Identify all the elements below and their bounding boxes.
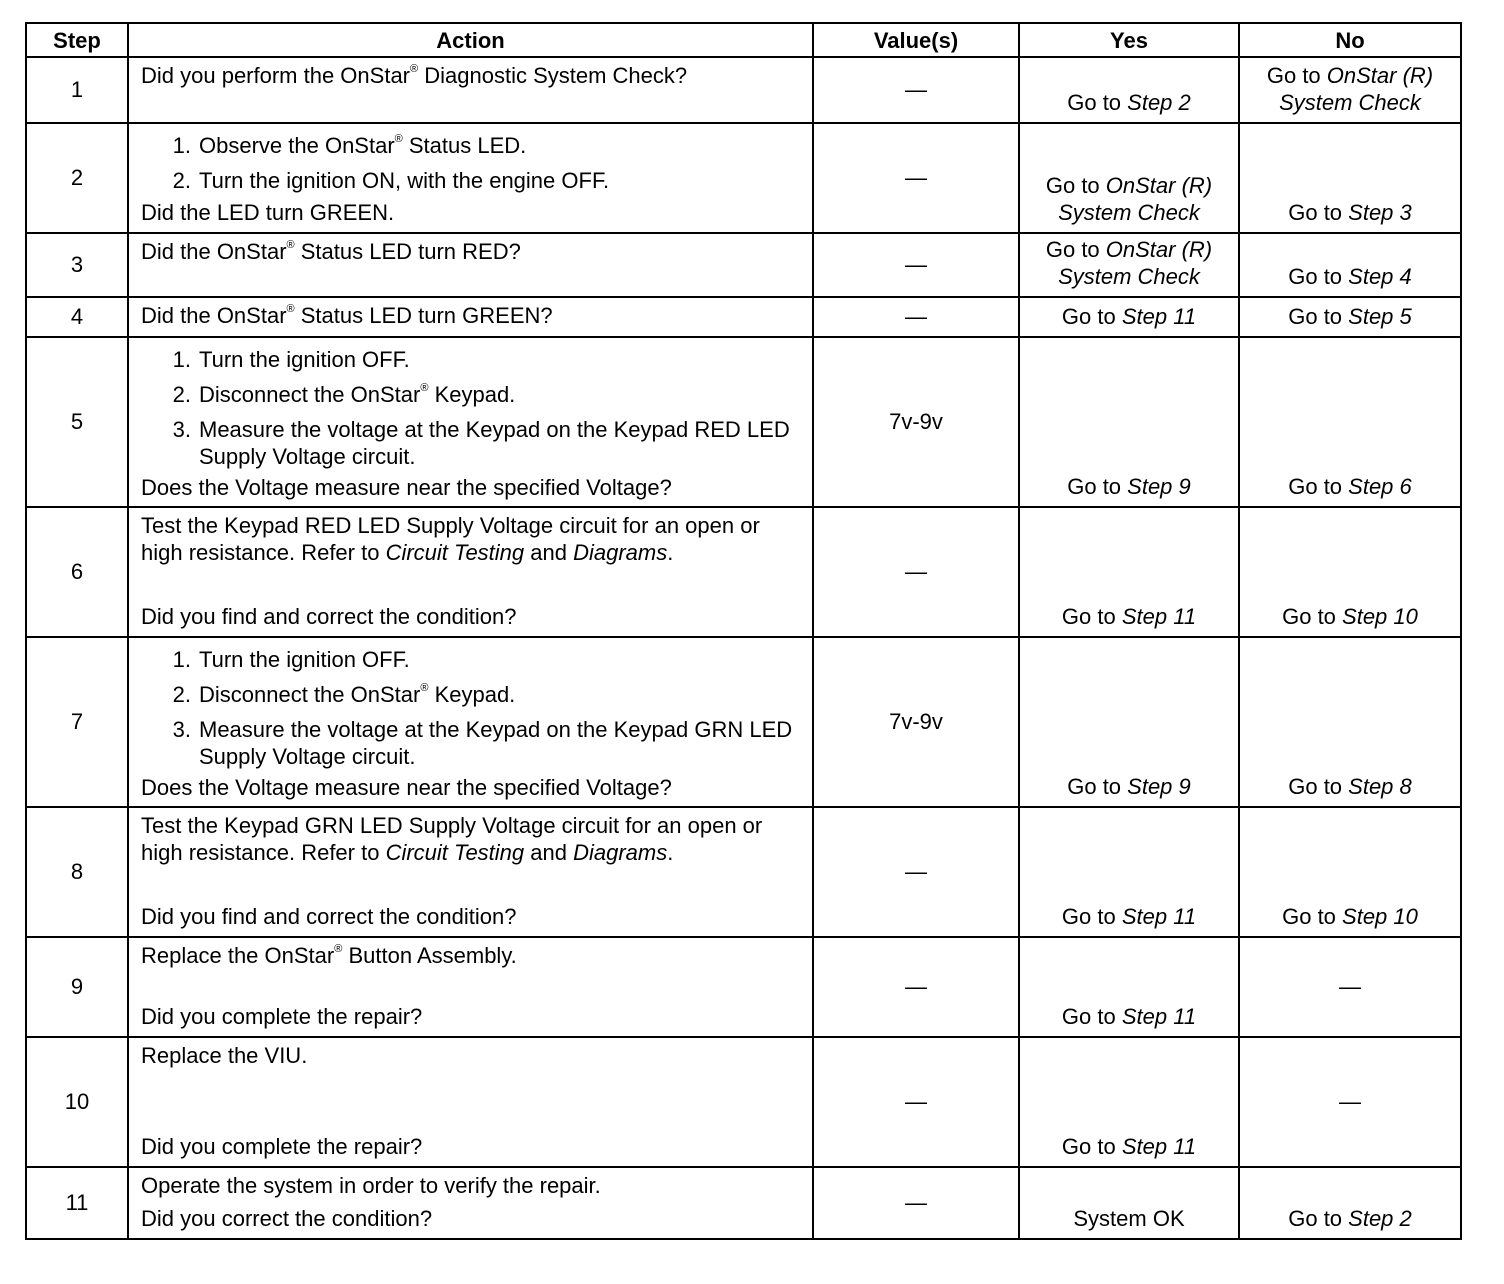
registered-mark: ® xyxy=(420,382,429,394)
value-text: — xyxy=(905,164,927,190)
step-label: 4 xyxy=(70,303,84,329)
no-line[interactable] xyxy=(1288,303,1412,330)
list-text xyxy=(199,716,800,770)
no-line[interactable] xyxy=(1282,603,1418,630)
step-number xyxy=(25,1166,127,1240)
step-label: 9 xyxy=(70,973,84,999)
yes-line[interactable] xyxy=(1062,603,1196,630)
action-list-item xyxy=(141,642,800,677)
registered-mark: ® xyxy=(286,239,295,251)
action-instructions xyxy=(141,1172,800,1199)
text-segment: Go to xyxy=(1067,774,1128,799)
action-question: Did you find and correct the condition? xyxy=(141,604,517,629)
list-text xyxy=(199,381,800,408)
text-segment: Did the OnStar xyxy=(141,303,287,328)
action-list-item xyxy=(141,377,800,412)
list-number: 1. xyxy=(172,133,191,158)
italic-reference: System Check xyxy=(1058,200,1200,225)
value-cell xyxy=(812,806,1018,936)
no-cell xyxy=(1238,232,1462,296)
list-text xyxy=(199,346,800,373)
step-number xyxy=(25,506,127,636)
text-segment: Go to xyxy=(1045,173,1106,198)
list-text xyxy=(199,132,800,159)
yes-cell xyxy=(1018,506,1238,636)
action-instructions xyxy=(141,238,800,265)
text-segment: . xyxy=(667,540,674,565)
step-label: 5 xyxy=(70,408,84,434)
text-segment: Disconnect the OnStar xyxy=(199,682,421,707)
value-text: — xyxy=(905,303,927,329)
step-label: 3 xyxy=(70,251,84,277)
action-instructions xyxy=(141,342,800,474)
list-number: 1. xyxy=(172,647,191,672)
no-line[interactable] xyxy=(1288,473,1412,500)
header-label: Action xyxy=(436,27,505,53)
action-question: Did you correct the condition? xyxy=(141,1206,433,1231)
value-text: — xyxy=(905,858,927,884)
yes-cell xyxy=(1018,122,1238,232)
value-cell xyxy=(812,296,1018,336)
yes-line[interactable] xyxy=(1067,773,1191,800)
yes-cell xyxy=(1018,1166,1238,1240)
step-number xyxy=(25,56,127,122)
text-segment: Operate the system in order to verify the repair. xyxy=(141,1173,601,1198)
text-segment: Go to xyxy=(1288,304,1349,329)
action-cell xyxy=(127,936,812,1036)
list-number: 2. xyxy=(172,682,191,707)
italic-reference: Step 2 xyxy=(1348,1206,1412,1231)
italic-reference: Step 9 xyxy=(1127,774,1191,799)
yes-cell xyxy=(1018,56,1238,122)
italic-reference: Diagrams xyxy=(573,540,668,565)
text-segment: Test the Keypad GRN LED Supply Voltage circuit for an open or high resistance. Refer to xyxy=(141,813,763,865)
action-paragraph xyxy=(141,302,800,329)
text-segment: Did you perform the OnStar xyxy=(141,63,411,88)
step-label: 8 xyxy=(70,858,84,884)
action-question: Does the Voltage measure near the specified Voltage? xyxy=(141,475,672,500)
italic-reference: Step 10 xyxy=(1342,604,1418,629)
step-label: 6 xyxy=(70,558,84,584)
action-cell xyxy=(127,296,812,336)
no-line[interactable] xyxy=(1267,62,1433,89)
no-line[interactable] xyxy=(1279,89,1421,116)
italic-reference: Step 11 xyxy=(1121,1004,1197,1029)
action-instructions xyxy=(141,302,800,329)
yes-line[interactable] xyxy=(1062,1003,1196,1030)
italic-reference: Step 11 xyxy=(1121,604,1197,629)
no-cell xyxy=(1238,806,1462,936)
value-cell xyxy=(812,232,1018,296)
action-instructions xyxy=(141,942,800,969)
registered-mark: ® xyxy=(410,63,419,75)
italic-reference: Step 11 xyxy=(1121,1134,1197,1159)
text-segment: Go to xyxy=(1061,604,1122,629)
registered-mark: ® xyxy=(286,303,295,315)
value-cell xyxy=(812,56,1018,122)
value-cell xyxy=(812,1166,1018,1240)
no-cell xyxy=(1238,506,1462,636)
value-text: 7v-9v xyxy=(889,408,943,434)
yes-line[interactable] xyxy=(1062,903,1196,930)
step-label: 7 xyxy=(70,708,84,734)
yes-cell xyxy=(1018,232,1238,296)
action-question: Did the LED turn GREEN. xyxy=(141,200,395,225)
action-paragraph xyxy=(141,942,800,969)
registered-mark: ® xyxy=(420,682,429,694)
text-segment: Go to xyxy=(1288,264,1349,289)
italic-reference: Diagrams xyxy=(573,840,668,865)
italic-reference: OnStar (R) xyxy=(1326,63,1434,88)
value-cell xyxy=(812,936,1018,1036)
action-question: Did you complete the repair? xyxy=(141,1134,423,1159)
action-list-item xyxy=(141,342,800,377)
action-cell xyxy=(127,1036,812,1166)
no-line[interactable] xyxy=(1288,263,1412,290)
yes-line[interactable] xyxy=(1046,172,1212,199)
list-number: 1. xyxy=(172,347,191,372)
step-number xyxy=(25,296,127,336)
value-cell xyxy=(812,1036,1018,1166)
no-cell xyxy=(1238,122,1462,232)
text-segment: Replace the OnStar xyxy=(141,943,335,968)
text-segment: Status LED turn RED? xyxy=(294,239,521,264)
text-segment: Keypad. xyxy=(428,382,516,407)
text-segment: Go to xyxy=(1288,774,1349,799)
italic-reference: Step 4 xyxy=(1348,264,1412,289)
list-number: 2. xyxy=(172,382,191,407)
header-label: Yes xyxy=(1110,27,1148,53)
no-line[interactable] xyxy=(1288,773,1412,800)
value-text: — xyxy=(905,251,927,277)
text-segment: Button Assembly. xyxy=(342,943,517,968)
list-text xyxy=(199,646,800,673)
italic-reference: Circuit Testing xyxy=(385,840,525,865)
action-cell xyxy=(127,1166,812,1240)
yes-cell xyxy=(1018,936,1238,1036)
list-text xyxy=(199,416,800,470)
no-cell xyxy=(1238,636,1462,806)
list-text xyxy=(199,681,800,708)
action-cell xyxy=(127,636,812,806)
action-cell xyxy=(127,506,812,636)
list-text xyxy=(199,167,800,194)
step-number xyxy=(25,122,127,232)
no-text: — xyxy=(1339,1088,1361,1114)
text-segment: Status LED turn GREEN? xyxy=(294,303,553,328)
text-segment: Go to xyxy=(1266,63,1327,88)
text-segment: and xyxy=(524,540,574,565)
italic-reference: Step 10 xyxy=(1342,904,1418,929)
value-text: — xyxy=(905,76,927,102)
no-text: — xyxy=(1339,973,1361,999)
value-text: — xyxy=(905,973,927,999)
text-segment: Go to xyxy=(1067,90,1128,115)
header-no xyxy=(1238,22,1462,56)
action-instructions xyxy=(141,642,800,774)
step-number xyxy=(25,636,127,806)
no-cell xyxy=(1238,296,1462,336)
text-segment: Go to xyxy=(1067,474,1128,499)
text-segment: Go to xyxy=(1045,237,1106,262)
text-segment: Measure the voltage at the Keypad on the Keypad GRN LED Supply Voltage circuit. xyxy=(199,717,793,769)
header-yes xyxy=(1018,22,1238,56)
no-cell xyxy=(1238,1036,1462,1166)
italic-reference: OnStar (R) xyxy=(1105,173,1213,198)
step-label: 2 xyxy=(70,164,84,190)
text-segment: Go to xyxy=(1282,604,1343,629)
italic-reference: Step 11 xyxy=(1121,904,1197,929)
step-number xyxy=(25,806,127,936)
step-label: 1 xyxy=(70,76,84,102)
list-number: 3. xyxy=(172,417,191,442)
no-line[interactable] xyxy=(1288,1205,1412,1232)
value-text: — xyxy=(905,1189,927,1215)
step-number xyxy=(25,936,127,1036)
yes-line[interactable] xyxy=(1062,303,1196,330)
text-segment: Turn the ignition OFF. xyxy=(199,647,410,672)
header-label: Value(s) xyxy=(873,27,959,53)
header-action xyxy=(127,22,812,56)
value-cell xyxy=(812,122,1018,232)
text-segment: Diagnostic System Check? xyxy=(418,63,688,88)
action-paragraph xyxy=(141,812,800,866)
no-line[interactable] xyxy=(1282,903,1418,930)
yes-cell xyxy=(1018,296,1238,336)
yes-line[interactable] xyxy=(1058,263,1200,290)
italic-reference: Step 5 xyxy=(1348,304,1412,329)
value-cell xyxy=(812,636,1018,806)
action-cell xyxy=(127,122,812,232)
step-number xyxy=(25,1036,127,1166)
action-instructions xyxy=(141,1042,800,1069)
step-number xyxy=(25,336,127,506)
value-cell xyxy=(812,336,1018,506)
italic-reference: System Check xyxy=(1058,264,1200,289)
text-segment: Turn the ignition OFF. xyxy=(199,347,410,372)
action-instructions xyxy=(141,62,800,89)
action-list-item xyxy=(141,412,800,474)
yes-cell xyxy=(1018,336,1238,506)
action-question: Did you find and correct the condition? xyxy=(141,904,517,929)
italic-reference: Step 11 xyxy=(1121,304,1197,329)
step-number xyxy=(25,232,127,296)
italic-reference: Step 2 xyxy=(1127,90,1191,115)
value-text: — xyxy=(905,1088,927,1114)
action-cell xyxy=(127,232,812,296)
text-segment: Measure the voltage at the Keypad on the Keypad RED LED Supply Voltage circuit. xyxy=(199,417,790,469)
yes-line[interactable] xyxy=(1073,1205,1184,1232)
value-text: — xyxy=(905,558,927,584)
italic-reference: Step 8 xyxy=(1348,774,1412,799)
action-instructions xyxy=(141,812,800,866)
action-question: Did you complete the repair? xyxy=(141,1004,423,1029)
text-segment: Go to xyxy=(1282,904,1343,929)
action-instructions xyxy=(141,512,800,566)
header-value xyxy=(812,22,1018,56)
step-label: 10 xyxy=(64,1088,90,1114)
text-segment: Go to xyxy=(1061,904,1122,929)
header-label: No xyxy=(1335,27,1365,53)
text-segment: Observe the OnStar xyxy=(199,133,395,158)
value-cell xyxy=(812,506,1018,636)
action-paragraph xyxy=(141,1042,800,1069)
italic-reference: OnStar (R) xyxy=(1105,237,1213,262)
action-cell xyxy=(127,56,812,122)
action-list-item xyxy=(141,128,800,163)
text-segment: Go to xyxy=(1288,200,1349,225)
action-cell xyxy=(127,806,812,936)
action-paragraph xyxy=(141,62,800,89)
text-segment: Turn the ignition ON, with the engine OFF. xyxy=(199,168,610,193)
yes-cell xyxy=(1018,1036,1238,1166)
no-line[interactable] xyxy=(1288,199,1412,226)
yes-line[interactable] xyxy=(1046,236,1212,263)
yes-cell xyxy=(1018,636,1238,806)
step-label: 11 xyxy=(65,1189,89,1215)
registered-mark: ® xyxy=(334,943,343,955)
text-segment: Go to xyxy=(1288,474,1349,499)
yes-line[interactable] xyxy=(1067,473,1191,500)
action-paragraph xyxy=(141,238,800,265)
value-text: 7v-9v xyxy=(889,708,943,734)
action-question: Does the Voltage measure near the specified Voltage? xyxy=(141,775,672,800)
header-step xyxy=(25,22,127,56)
registered-mark: ® xyxy=(394,133,403,145)
action-list-item xyxy=(141,677,800,712)
header-label: Step xyxy=(53,27,101,53)
text-segment: Keypad. xyxy=(428,682,516,707)
text-segment: Disconnect the OnStar xyxy=(199,382,421,407)
italic-reference: Step 3 xyxy=(1348,200,1412,225)
text-segment: Go to xyxy=(1061,304,1122,329)
action-list-item xyxy=(141,712,800,774)
text-segment: Test the Keypad RED LED Supply Voltage circuit for an open or high resistance. Refer to xyxy=(141,513,760,565)
text-segment: Replace the VIU. xyxy=(141,1043,308,1068)
list-number: 3. xyxy=(172,717,191,742)
italic-reference: System Check xyxy=(1279,90,1421,115)
text-segment: and xyxy=(524,840,574,865)
italic-reference: Circuit Testing xyxy=(385,540,525,565)
action-instructions xyxy=(141,128,800,198)
italic-reference: Step 6 xyxy=(1348,474,1412,499)
list-number: 2. xyxy=(172,168,191,193)
text-segment: . xyxy=(667,840,674,865)
yes-cell xyxy=(1018,806,1238,936)
text-segment: Go to xyxy=(1061,1134,1122,1159)
action-paragraph xyxy=(141,1172,800,1199)
text-segment: Status LED. xyxy=(402,133,527,158)
action-paragraph xyxy=(141,512,800,566)
no-cell xyxy=(1238,56,1462,122)
yes-line[interactable] xyxy=(1062,1133,1196,1160)
action-cell xyxy=(127,336,812,506)
yes-line[interactable] xyxy=(1058,199,1200,226)
yes-line[interactable] xyxy=(1067,89,1191,116)
no-cell xyxy=(1238,936,1462,1036)
text-segment: System OK xyxy=(1073,1206,1185,1231)
text-segment: Go to xyxy=(1288,1206,1349,1231)
action-list-item xyxy=(141,163,800,198)
no-cell xyxy=(1238,1166,1462,1240)
no-cell xyxy=(1238,336,1462,506)
italic-reference: Step 9 xyxy=(1127,474,1191,499)
text-segment: Did the OnStar xyxy=(141,239,287,264)
text-segment: Go to xyxy=(1061,1004,1122,1029)
